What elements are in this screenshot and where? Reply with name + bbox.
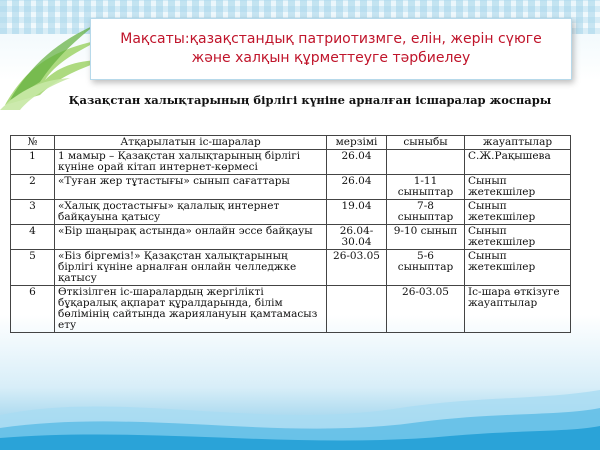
row-responsible: С.Ж.Рақышева bbox=[465, 150, 571, 175]
table-row bbox=[11, 225, 571, 250]
row-responsible: Сынып жетекшілер bbox=[465, 225, 571, 250]
slide-title-box bbox=[90, 18, 572, 80]
row-event: Өткізілген іс-шаралардың жергілікті бұқаралық ақпарат құралдарында, білім бөлімінің сайтында жариялануын қамтамасыз ету bbox=[55, 286, 327, 333]
row-event: «Біз біргеміз!» Қазақстан халықтарының бірлігі күніне арналған онлайн челледжке қатысу bbox=[55, 250, 327, 286]
row-responsible: Іс-шара өткізуге жауаптылар bbox=[465, 286, 571, 333]
row-event: 1 мамыр – Қазақстан халықтарының бірлігі күніне орай кітап интернет-көрмесі bbox=[55, 150, 327, 175]
plan-heading: Қазақстан халықтарының бірлігі күніне арналған ісшаралар жоспары bbox=[68, 93, 552, 107]
table-header-row bbox=[11, 136, 571, 150]
row-class bbox=[387, 150, 465, 175]
header-class: сыныбы bbox=[387, 136, 465, 150]
row-responsible: Сынып жетекшілер bbox=[465, 250, 571, 286]
table-row bbox=[11, 200, 571, 225]
row-class: 26-03.05 bbox=[387, 286, 465, 333]
row-responsible: Сынып жетекшілер bbox=[465, 200, 571, 225]
row-number: 2 bbox=[11, 175, 55, 200]
header-number: № bbox=[11, 136, 55, 150]
row-responsible: Сынып жетекшілер bbox=[465, 175, 571, 200]
row-date: 19.04 bbox=[327, 200, 387, 225]
slide-title: Мақсаты:қазақстандық патриотизмге, елін, жерін сүюге және халқын құрметтеуге тәрбиелеу bbox=[120, 31, 542, 66]
row-date: 26-03.05 bbox=[327, 250, 387, 286]
row-number: 5 bbox=[11, 250, 55, 286]
row-class: 5-6 сыныптар bbox=[387, 250, 465, 286]
events-plan-table bbox=[10, 135, 571, 333]
row-number: 1 bbox=[11, 150, 55, 175]
row-event: «Туған жер тұтастығы» сынып сағаттары bbox=[55, 175, 327, 200]
row-class: 7-8 сыныптар bbox=[387, 200, 465, 225]
table-row bbox=[11, 286, 571, 333]
row-number: 3 bbox=[11, 200, 55, 225]
header-date: мерзімі bbox=[327, 136, 387, 150]
header-responsible: жауаптылар bbox=[465, 136, 571, 150]
row-date: 26.04 bbox=[327, 150, 387, 175]
row-class: 1-11 сыныптар bbox=[387, 175, 465, 200]
table-row bbox=[11, 250, 571, 286]
row-class: 9-10 сынып bbox=[387, 225, 465, 250]
row-date: 26.04 bbox=[327, 175, 387, 200]
row-event: «Халық достастығы» қалалық интернет байқауына қатысу bbox=[55, 200, 327, 225]
row-date bbox=[327, 286, 387, 333]
row-event: «Бір шаңырақ астында» онлайн эссе байқауы bbox=[55, 225, 327, 250]
row-number: 4 bbox=[11, 225, 55, 250]
row-number: 6 bbox=[11, 286, 55, 333]
row-date: 26.04-30.04 bbox=[327, 225, 387, 250]
header-events: Атқарылатын іс-шаралар bbox=[55, 136, 327, 150]
wave-decoration bbox=[0, 360, 600, 450]
table-row bbox=[11, 175, 571, 200]
table-row bbox=[11, 150, 571, 175]
